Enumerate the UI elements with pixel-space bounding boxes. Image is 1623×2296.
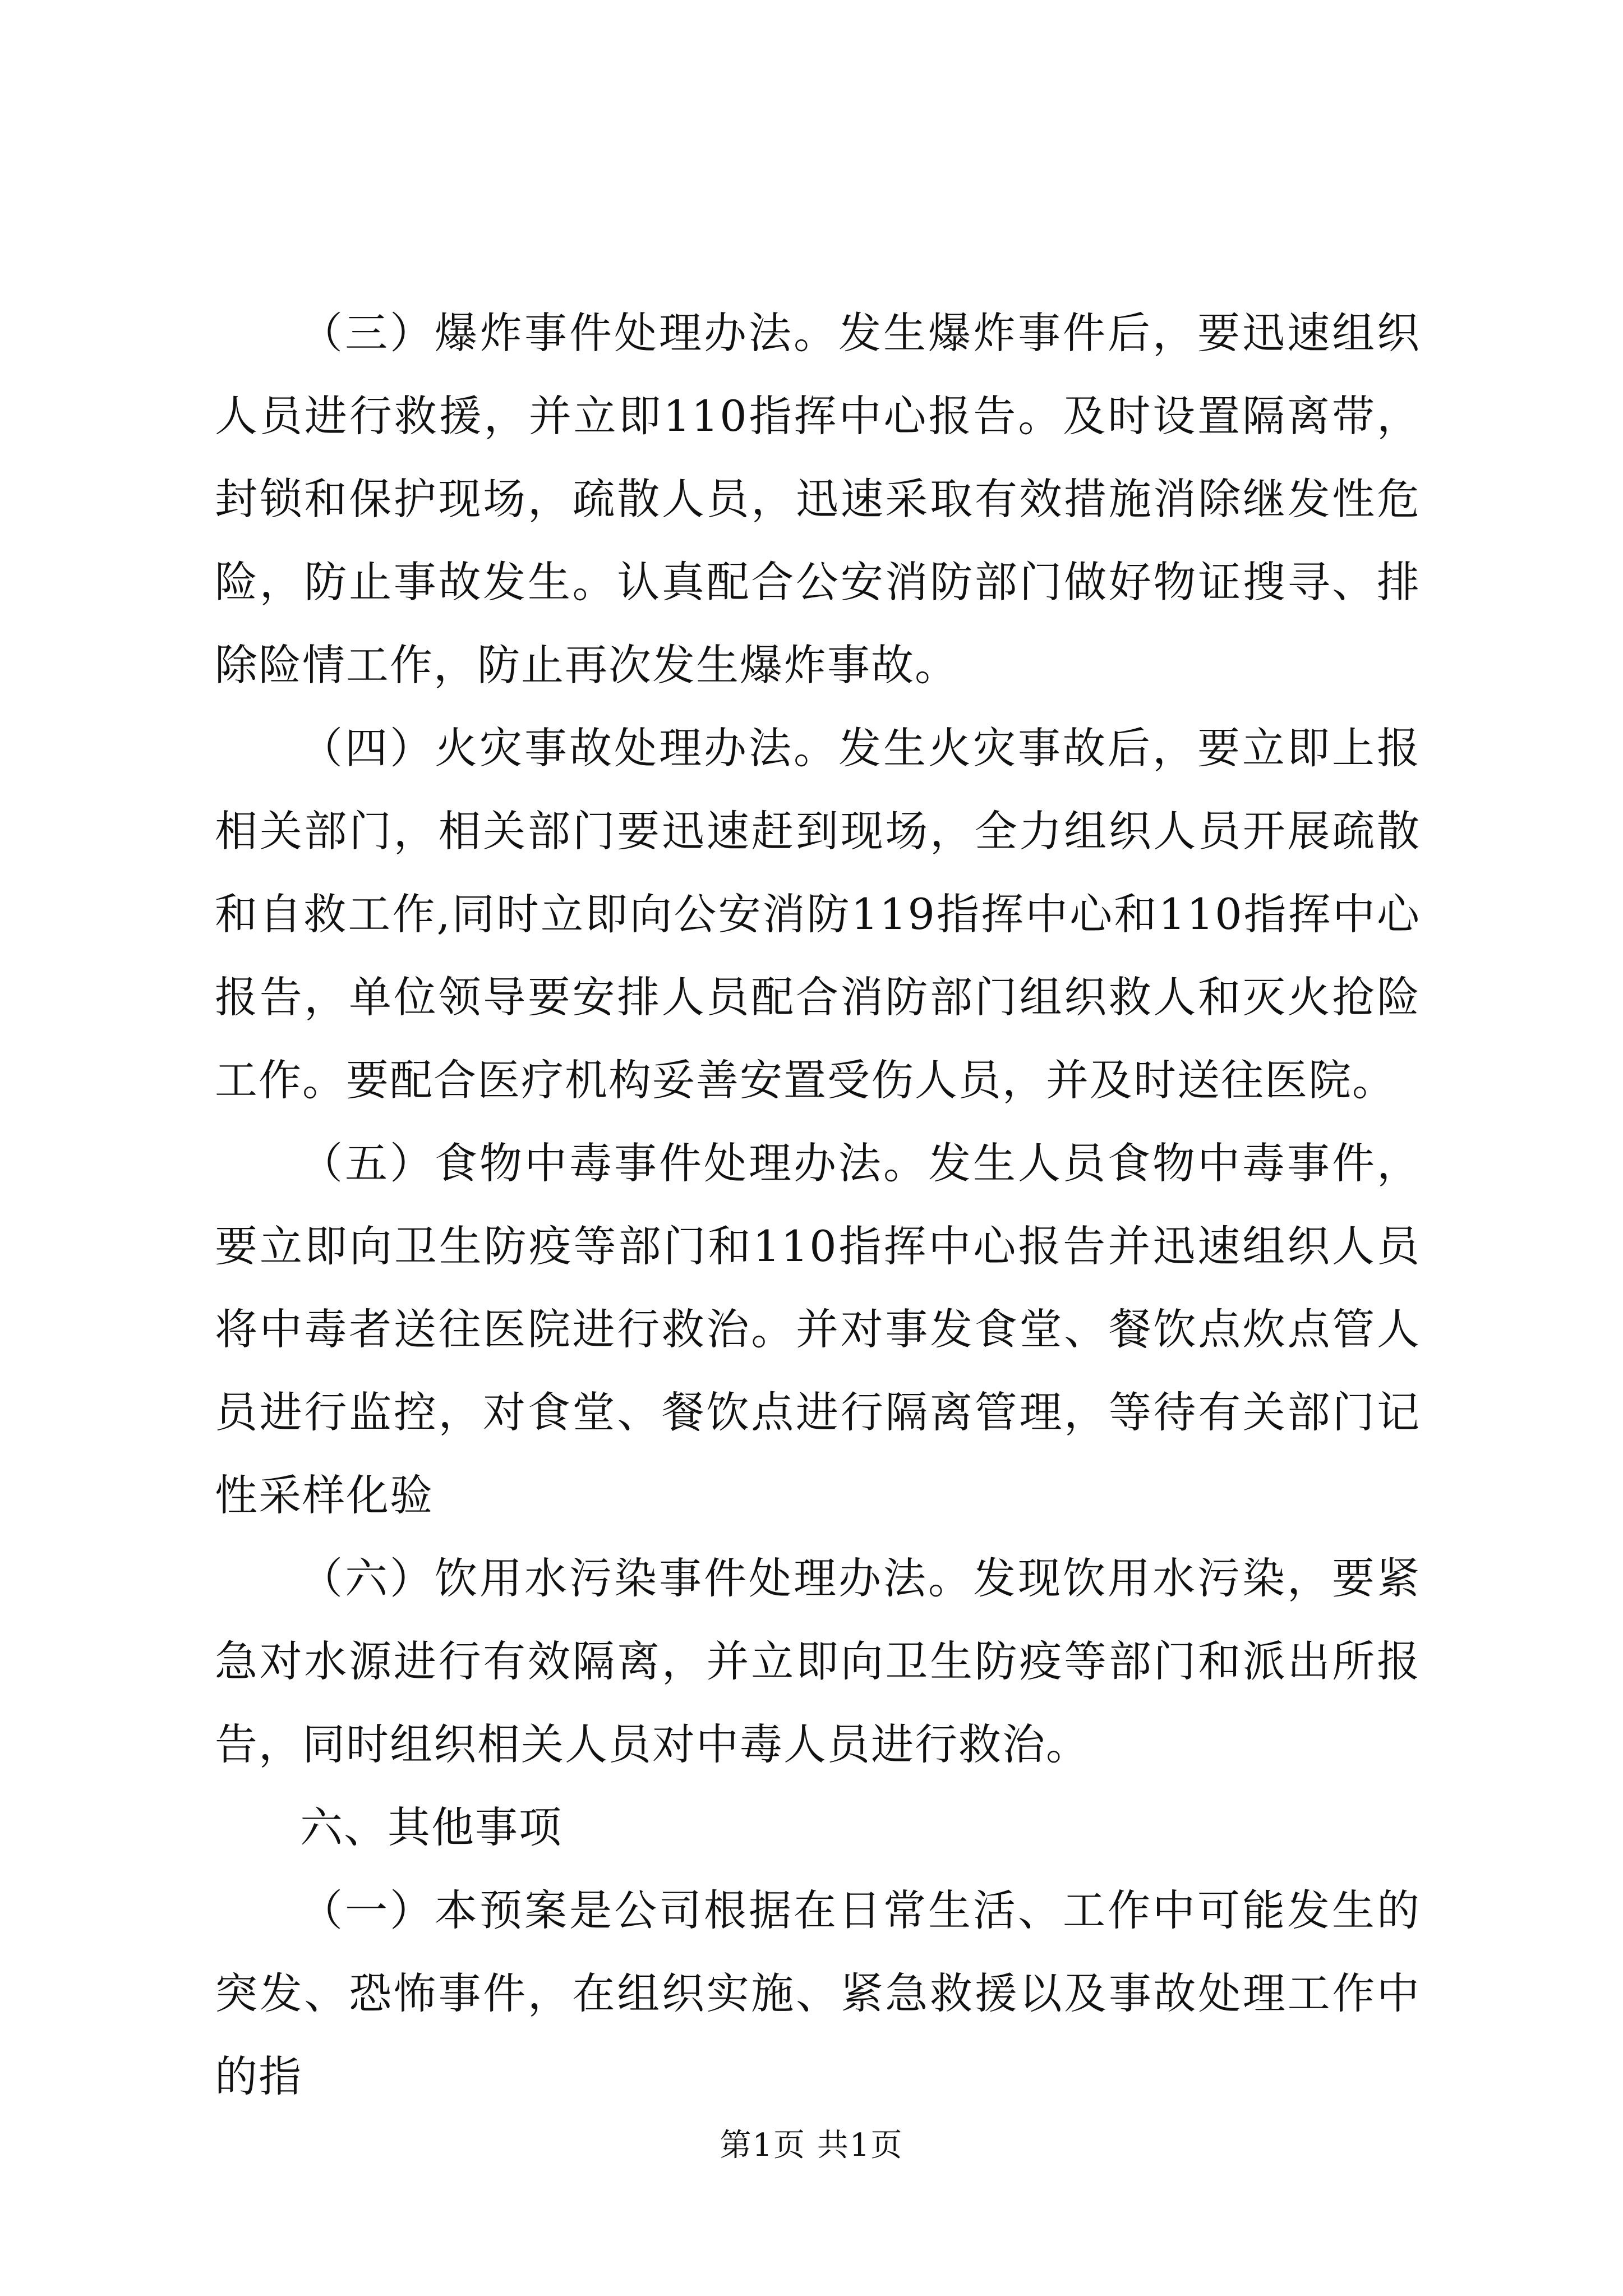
page-footer: 第1页 共1页 [720,2127,903,2164]
paragraph-water-pollution: （六）饮用水污染事件处理办法。发现饮用水污染，要紧急对水源进行有效隔离，并立即向卫生防疫等部门和派出所报告，同时组织相关人员对中毒人员进行救治。 [215,1553,1421,1769]
paragraph-food-poisoning: （五）食物中毒事件处理办法。发生人员食物中毒事件，要立即向卫生防疫等部门和110指挥中心报告并迅速组织人员将中毒者送往医院进行救治。并对事发食堂、餐饮点炊点管人员进行监控，对食堂、餐饮点进行隔离管理，等待有关部门记性采样化验 [215,1138,1421,1520]
paragraph-explosion: （三）爆炸事件处理办法。发生爆炸事件后，要迅速组织人员进行救援，并立即110指挥中心报告。及时设置隔离带，封锁和保护现场，疏散人员，迅速采取有效措施消除继发性危险，防止事故发生。认真配合公安消防部门做好物证搜寻、排除险情工作，防止再次发生爆炸事故。 [215,308,1421,690]
section-heading-other-matters: 六、其他事项 [300,1802,562,1852]
document-body [215,292,1421,2118]
paragraph-plan-note: （一）本预案是公司根据在日常生活、工作中可能发生的突发、恐怖事件，在组织实施、紧急救援以及事故处理工作中的指 [215,1885,1421,2101]
paragraph-fire: （四）火灾事故处理办法。发生火灾事故后，要立即上报相关部门，相关部门要迅速赶到现场，全力组织人员开展疏散和自救工作,同时立即向公安消防119指挥中心和110指挥中心报告，单位领导要安排人员配合消防部门组织救人和灭火抢险工作。要配合医疗机构妥善安置受伤人员，并及时送往医院。 [215,723,1421,1105]
